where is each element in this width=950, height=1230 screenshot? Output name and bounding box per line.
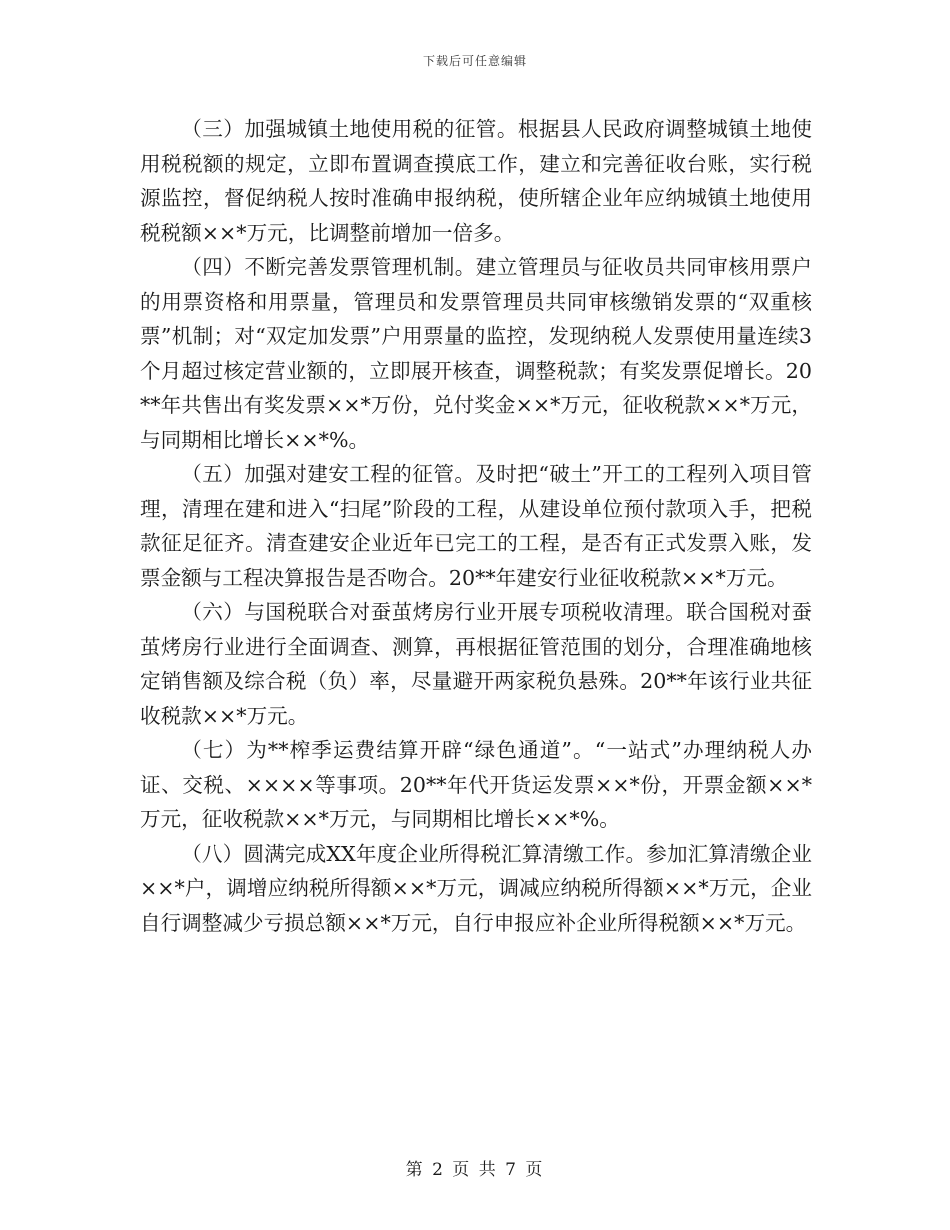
paragraph-cocoon-drying-industry: （六）与国税联合对蚕茧烤房行业开展专项税收清理。联合国税对蚕茧烤房行业进行全面调查、测算，再根据征管范围的划分，合理准确地核定销售额及综合税（负）率，尽量避开两家税负悬殊。20**年该行业共征收税款××*万元。 [140,600,812,728]
page-header-note: 下载后可任意编辑 [422,54,527,68]
document-body [140,112,812,940]
paragraph-income-tax-settlement: （八）圆满完成XX年度企业所得税汇算清缴工作。参加汇算清缴企业××*户，调增应纳税所得额××*万元，调减应纳税所得额××*万元，企业自行调整减少亏损总额××*万元，自行申报应补企业所得税额××*万元。 [140,841,812,935]
paragraph-land-use-tax: （三）加强城镇土地使用税的征管。根据县人民政府调整城镇土地使用税税额的规定，立即布置调查摸底工作，建立和完善征收台账，实行税源监控，督促纳税人按时准确申报纳税，使所辖企业年应纳城镇土地使用税税额××*万元，比调整前增加一倍多。 [140,117,812,245]
paragraph-invoice-management: （四）不断完善发票管理机制。建立管理员与征收员共同审核用票户的用票资格和用票量，管理员和发票管理员共同审核缴销发票的“双重核票”机制；对“双定加发票”户用票量的监控，发现纳税人发票使用量连续3个月超过核定营业额的，立即展开核查，调整税款；有奖发票促增长。20**年共售出有奖发票××*万份，兑付奖金××*万元，征收税款××*万元，与同期相比增长××*%。 [140,255,812,452]
page-number-footer: 第 2 页 共 7 页 [405,1160,545,1180]
paragraph-construction-projects: （五）加强对建安工程的征管。及时把“破土”开工的工程列入项目管理，清理在建和进入“扫尾”阶段的工程，从建设单位预付款项入手，把税款征足征齐。清查建安企业近年已完工的工程，是否有正式发票入账，发票金额与工程决算报告是否吻合。20**年建安行业征收税款××*万元。 [140,462,812,590]
paragraph-freight-green-channel: （七）为**榨季运费结算开辟“绿色通道”。“一站式”办理纳税人办证、交税、××××等事项。20**年代开货运发票××*份，开票金额××*万元，征收税款××*万元，与同期相比增长××*%。 [140,738,812,831]
